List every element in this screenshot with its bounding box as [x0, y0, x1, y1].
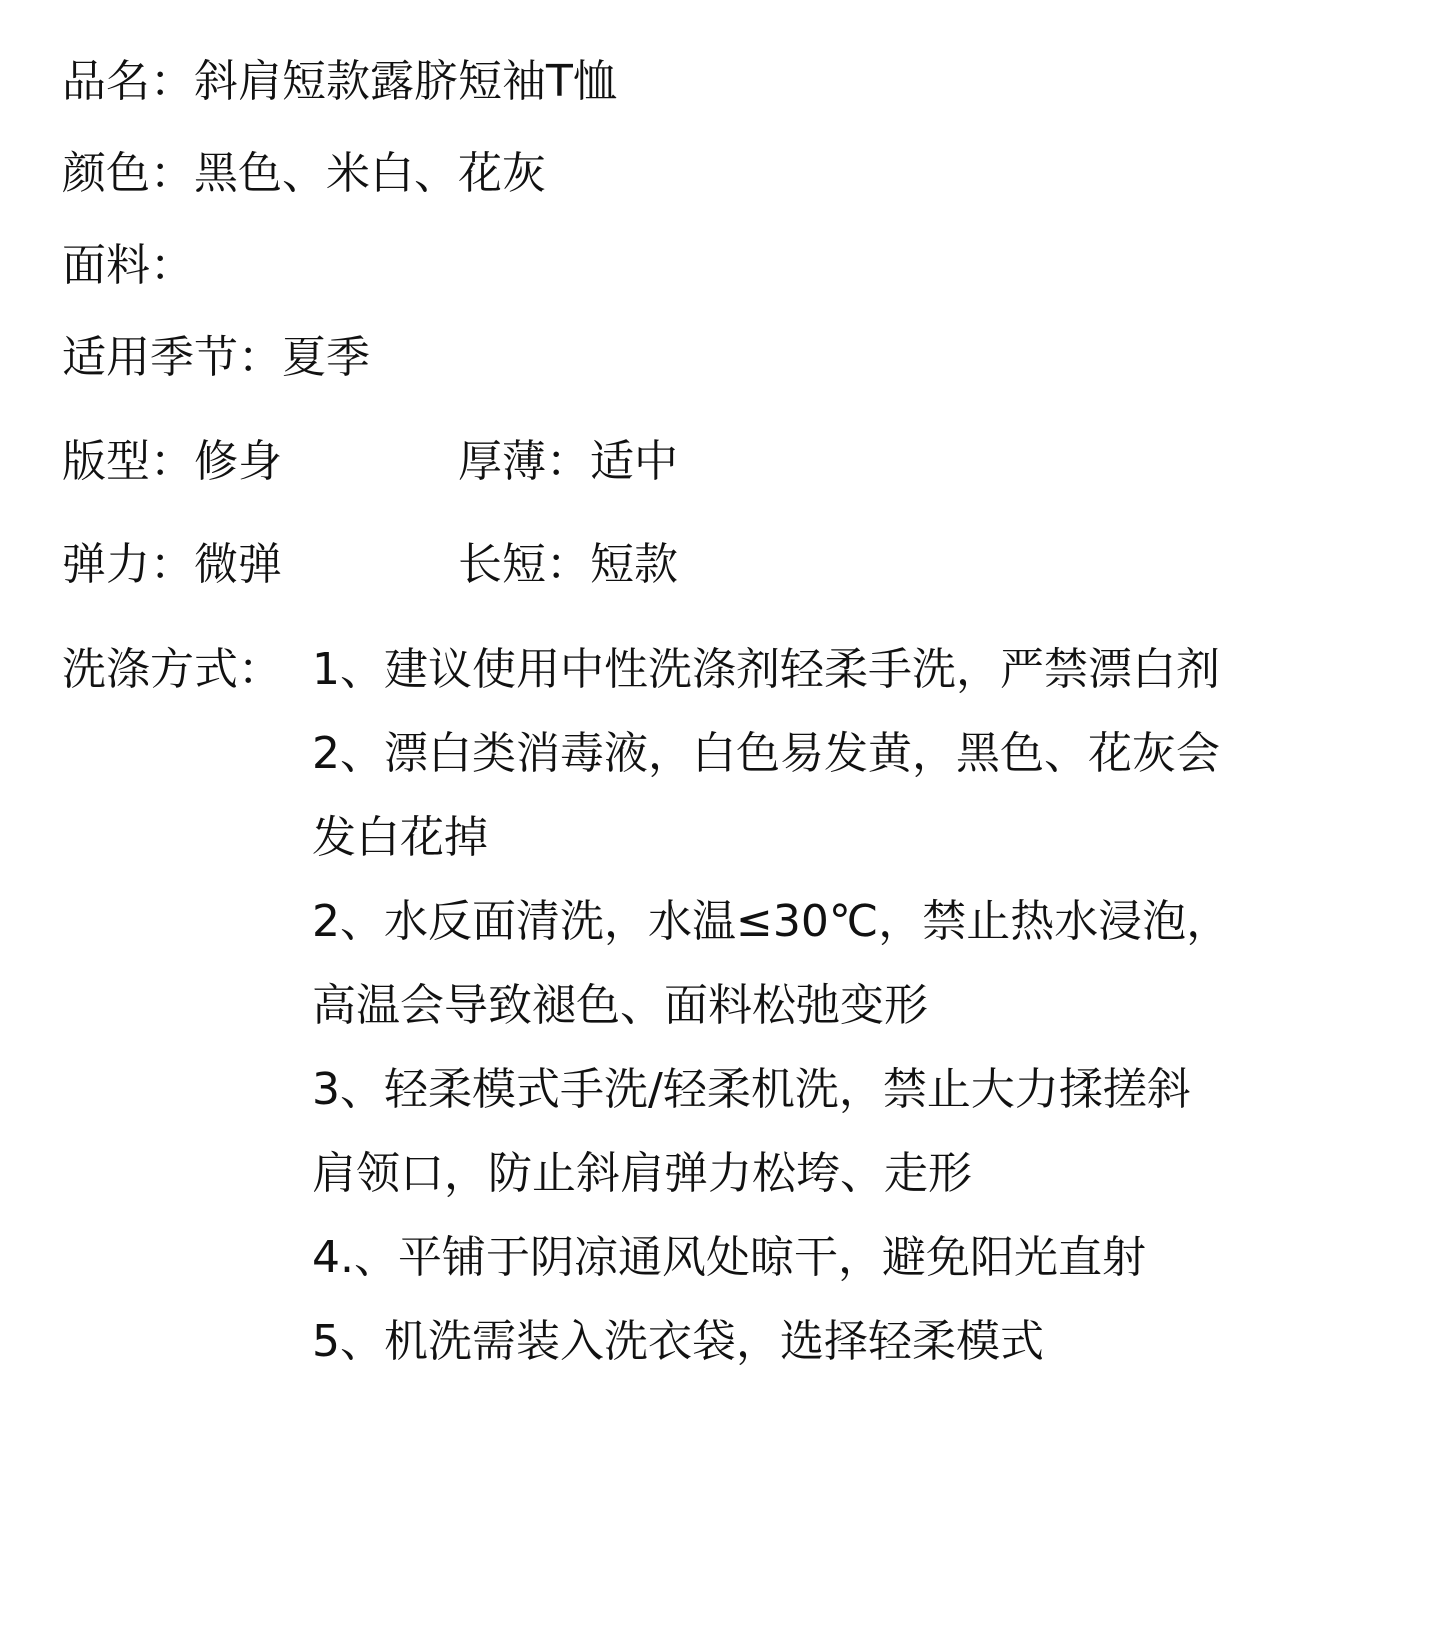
product-elasticity: 弹力：微弹: [62, 539, 282, 590]
washing-line-1: 1、建议使用中性洗涤剂轻柔手洗，严禁漂白剂: [312, 644, 1220, 695]
washing-line-4: 2、水反面清洗，水温≤30℃，禁止热水浸泡，: [312, 896, 1231, 947]
product-length: 长短：短款: [458, 539, 678, 590]
washing-label: 洗涤方式：: [62, 644, 282, 695]
product-fabric: 面料：: [62, 240, 194, 291]
washing-line-6: 3、轻柔模式手洗/轻柔机洗，禁止大力揉搓斜: [312, 1064, 1191, 1115]
product-name: 品名：斜肩短款露脐短袖T恤: [62, 56, 617, 107]
product-fit: 版型：修身: [62, 436, 282, 487]
washing-line-3: 发白花掉: [312, 812, 488, 863]
product-color: 颜色：黑色、米白、花灰: [62, 148, 546, 199]
washing-line-5: 高温会导致褪色、面料松弛变形: [312, 980, 928, 1031]
product-season: 适用季节：夏季: [62, 332, 370, 383]
washing-line-2: 2、漂白类消毒液，白色易发黄，黑色、花灰会: [312, 728, 1220, 779]
washing-line-9: 5、机洗需装入洗衣袋，选择轻柔模式: [312, 1316, 1044, 1367]
product-thickness: 厚薄：适中: [458, 436, 678, 487]
washing-line-7: 肩领口，防止斜肩弹力松垮、走形: [312, 1148, 972, 1199]
washing-line-8: 4.、平铺于阴凉通风处晾干，避免阳光直射: [312, 1232, 1146, 1283]
